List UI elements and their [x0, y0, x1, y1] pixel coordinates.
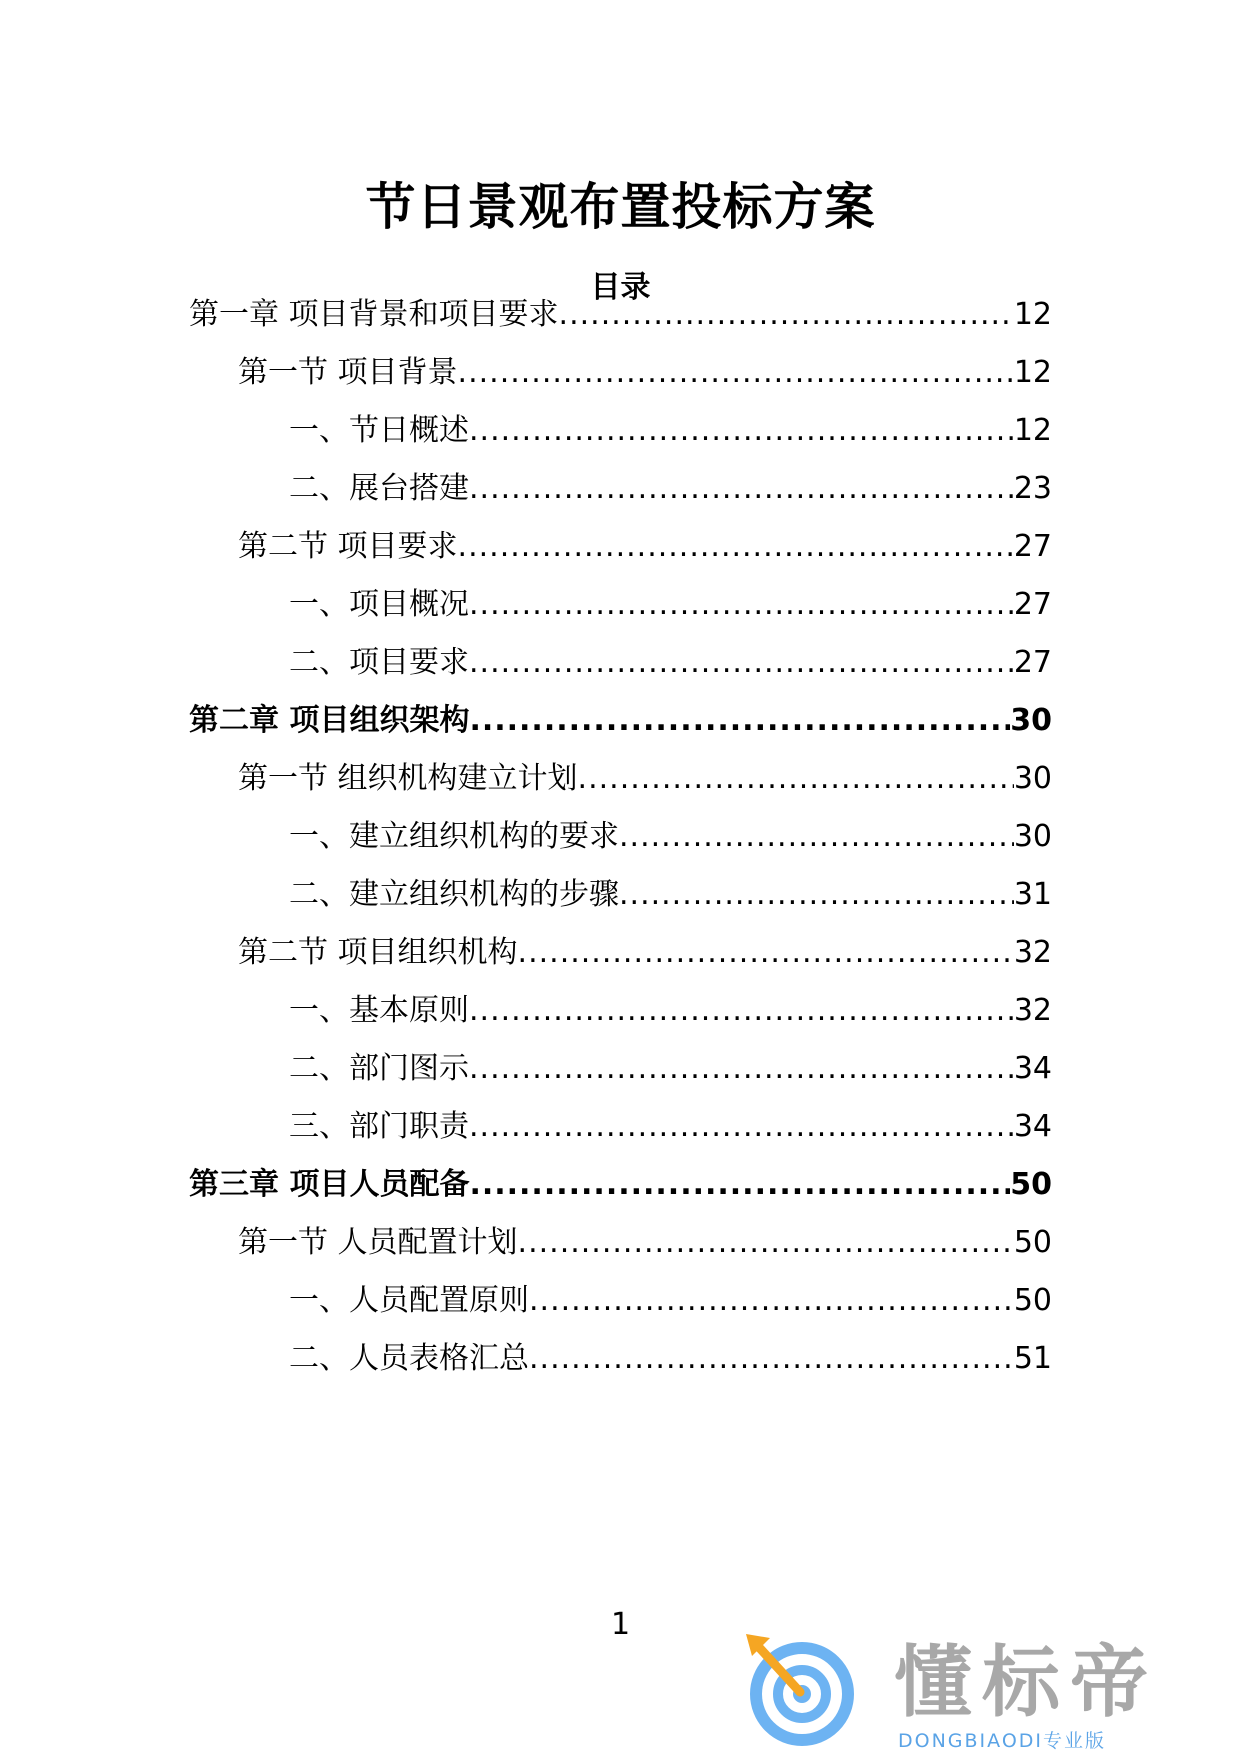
toc-leader-dots: [458, 524, 1014, 570]
toc-entry-label: 一、项目概况: [289, 587, 469, 622]
toc-leader-dots: [578, 756, 1014, 802]
toc-leader-dots: [529, 1278, 1014, 1324]
toc-entry-label: 第一节 人员配置计划: [238, 1225, 518, 1260]
toc-entry-label: 第三章 项目人员配备: [189, 1167, 470, 1202]
toc-leader-dots: [469, 582, 1014, 628]
toc-chapter-1[interactable]: [189, 292, 1052, 338]
toc-item-2-2-2[interactable]: [289, 1046, 1052, 1092]
toc-page-number: 27: [1013, 645, 1052, 680]
toc-entry-label: 第一节 项目背景: [238, 355, 458, 390]
toc-leader-dots: [469, 408, 1014, 454]
toc-item-3-1-1[interactable]: [289, 1278, 1052, 1324]
watermark-subtitle: [898, 1730, 1106, 1752]
toc-page-number: 32: [1013, 935, 1052, 970]
toc-section-2-1[interactable]: [238, 756, 1052, 802]
toc-page-number: 12: [1013, 297, 1052, 332]
watermark-logo: [742, 1628, 1241, 1754]
toc-entry-label: 第二节 项目组织机构: [238, 935, 518, 970]
toc-entry-label: 第一节 组织机构建立计划: [238, 761, 578, 796]
toc-page-number: 27: [1013, 529, 1052, 564]
toc-item-1-1-1[interactable]: [289, 408, 1052, 454]
toc-entry-label: 二、展台搭建: [289, 471, 469, 506]
toc-page-number: 12: [1013, 355, 1052, 390]
toc-item-1-1-2[interactable]: [289, 466, 1052, 512]
toc-page-number: 27: [1013, 587, 1052, 622]
page-number: 1: [610, 1607, 631, 1642]
watermark-edition: 专业版: [1043, 1730, 1107, 1752]
toc-entry-label: 二、部门图示: [289, 1051, 469, 1086]
toc-leader-dots: [559, 292, 1014, 338]
toc-item-1-2-2[interactable]: [289, 640, 1052, 686]
toc-page-number: 50: [1013, 1283, 1052, 1318]
toc-page-number: 50: [1010, 1167, 1052, 1202]
toc-chapter-3[interactable]: [189, 1162, 1052, 1208]
toc-leader-dots: [469, 466, 1014, 512]
toc-item-2-2-3[interactable]: [289, 1104, 1052, 1150]
toc-leader-dots: [469, 640, 1014, 686]
toc-entry-label: 一、人员配置原则: [289, 1283, 529, 1318]
toc-page-number: 30: [1010, 703, 1052, 738]
toc-page-number: 32: [1013, 993, 1052, 1028]
toc-page-number: 30: [1013, 819, 1052, 854]
toc-page-number: 31: [1013, 877, 1052, 912]
toc-entry-label: 第一章 项目背景和项目要求: [189, 297, 559, 332]
toc-leader-dots: [518, 930, 1014, 976]
toc-entry-label: 第二章 项目组织架构: [189, 703, 470, 738]
toc-entry-label: 一、节日概述: [289, 413, 469, 448]
document-title: 节日景观布置投标方案: [365, 178, 876, 236]
toc-leader-dots: [619, 872, 1014, 918]
toc-entry-label: 三、部门职责: [289, 1109, 469, 1144]
toc-page-number: 50: [1013, 1225, 1052, 1260]
toc-entry-label: 二、建立组织机构的步骤: [289, 877, 619, 912]
toc-leader-dots: [458, 350, 1014, 396]
toc-page-number: 34: [1013, 1051, 1052, 1086]
toc-leader-dots: [619, 814, 1014, 860]
toc-page-number: 30: [1013, 761, 1052, 796]
toc-page-number: 12: [1013, 413, 1052, 448]
toc-item-2-2-1[interactable]: [289, 988, 1052, 1034]
watermark-latin: DONGBIAODI: [898, 1730, 1044, 1752]
toc-leader-dots: [529, 1336, 1014, 1382]
toc-item-1-2-1[interactable]: [289, 582, 1052, 628]
toc-entry-label: 一、建立组织机构的要求: [289, 819, 619, 854]
toc-page-number: 34: [1013, 1109, 1052, 1144]
toc-leader-dots: [469, 1046, 1014, 1092]
toc-item-2-1-1[interactable]: [289, 814, 1052, 860]
toc-entry-label: 二、项目要求: [289, 645, 469, 680]
toc-page-number: 51: [1013, 1341, 1052, 1376]
watermark-brand-name: 懂标帝: [894, 1638, 1159, 1728]
toc-section-1-2[interactable]: [238, 524, 1052, 570]
toc-chapter-2[interactable]: [189, 698, 1052, 744]
toc-item-3-1-2[interactable]: [289, 1336, 1052, 1382]
toc-leader-dots: [469, 1104, 1014, 1150]
toc-section-1-1[interactable]: [238, 350, 1052, 396]
toc-section-3-1[interactable]: [238, 1220, 1052, 1266]
toc-entry-label: 二、人员表格汇总: [289, 1341, 529, 1376]
toc-page-number: 23: [1013, 471, 1052, 506]
target-arrow-icon: [742, 1628, 872, 1754]
toc-item-2-1-2[interactable]: [289, 872, 1052, 918]
toc-entry-label: 一、基本原则: [289, 993, 469, 1028]
toc-heading: 目录: [590, 270, 651, 305]
toc-leader-dots: [469, 988, 1014, 1034]
toc-leader-dots: [469, 698, 1010, 744]
toc-leader-dots: [469, 1162, 1010, 1208]
toc-section-2-2[interactable]: [238, 930, 1052, 976]
toc-leader-dots: [518, 1220, 1014, 1266]
toc-entry-label: 第二节 项目要求: [238, 529, 458, 564]
